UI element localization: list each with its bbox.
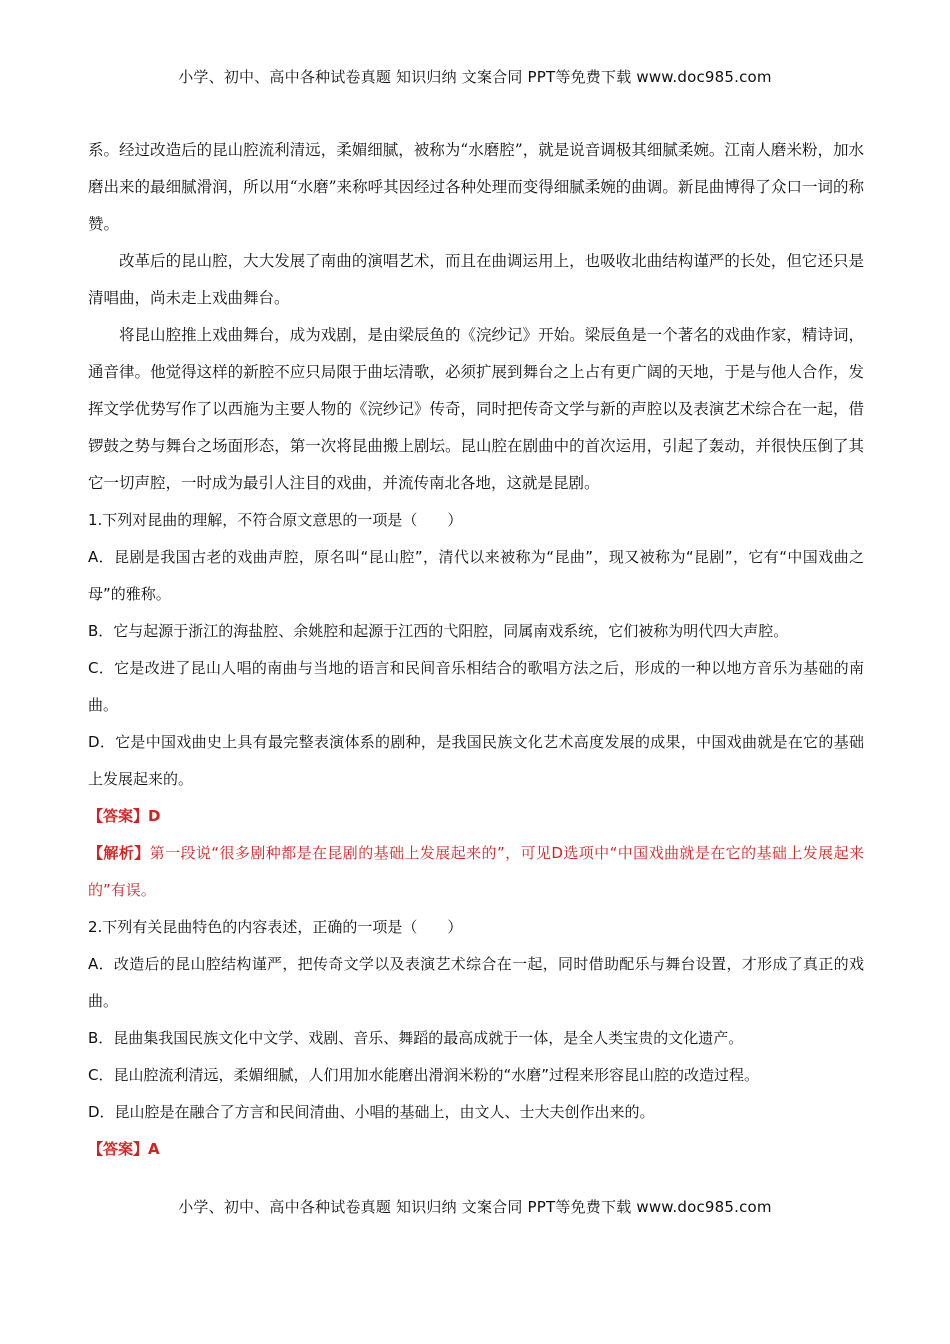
document-content — [88, 132, 864, 1168]
passage-paragraph-3: 将昆山腔推上戏曲舞台，成为戏剧，是由梁辰鱼的《浣纱记》开始。梁辰鱼是一个著名的戏曲作家，精诗词，通音律。他觉得这样的新腔不应只局限于曲坛清歌，必须扩展到舞台之上占有更广阔的天地，于是与他人合作，发挥文学优势写作了以西施为主要人物的《浣纱记》传奇，同时把传奇文学与新的声腔以及表演艺术综合在一起，借锣鼓之势与舞台之场面形态，第一次将昆曲搬上剧坛。昆山腔在剧曲中的首次运用，引起了轰动，并很快压倒了其它一切声腔，一时成为最引人注目的戏曲，并流传南北各地，这就是昆剧。 — [88, 326, 864, 492]
analysis-tag: 【解析】 — [88, 844, 150, 862]
question-1-stem: 1.下列对昆曲的理解，不符合原文意思的一项是（ ） — [88, 511, 463, 529]
question-1-option-d: D．它是中国戏曲史上具有最完整表演体系的剧种，是我国民族文化艺术高度发展的成果，中国戏曲就是在它的基础上发展起来的。 — [88, 733, 864, 788]
question-2-option-a: A．改造后的昆山腔结构谨严，把传奇文学以及表演艺术综合在一起，同时借助配乐与舞台设置，才形成了真正的戏曲。 — [88, 955, 864, 1010]
answer-tag: 【答案】 — [88, 1140, 149, 1158]
question-1-answer — [88, 798, 864, 835]
question-2-option-c: C．昆山腔流利清远，柔媚细腻，人们用加水能磨出滑润米粉的“水磨”过程来形容昆山腔的改造过程。 — [88, 1066, 760, 1084]
answer-value: D — [148, 807, 161, 825]
question-1-analysis — [88, 835, 864, 909]
question-1-option-a: A．昆剧是我国古老的戏曲声腔，原名叫“昆山腔”，清代以来被称为“昆曲”，现又被称为“昆剧”，它有“中国戏曲之母”的雅称。 — [88, 548, 864, 603]
answer-value: A — [148, 1140, 160, 1158]
question-2-option-d: D．昆山腔是在融合了方言和民间清曲、小唱的基础上，由文人、士大夫创作出来的。 — [88, 1103, 655, 1121]
footer-banner: 小学、初中、高中各种试卷真题 知识归纳 文案合同 PPT等免费下载 www.doc985.com — [178, 1198, 772, 1216]
passage-paragraph-1: 系。经过改造后的昆山腔流利清远，柔媚细腻，被称为“水磨腔”，就是说音调极其细腻柔婉。江南人磨米粉，加水磨出来的最细腻滑润，所以用“水磨”来称呼其因经过各种处理而变得细腻柔婉的曲调。新昆曲博得了众口一词的称赞。 — [88, 141, 864, 233]
analysis-text: 第一段说“很多剧种都是在昆剧的基础上发展起来的”，可见D选项中“中国戏曲就是在它的基础上发展起来的”有误。 — [88, 844, 864, 899]
question-2-option-b: B．昆曲集我国民族文化中文学、戏剧、音乐、舞蹈的最高成就于一体，是全人类宝贵的文化遗产。 — [88, 1029, 744, 1047]
passage-paragraph-2: 改革后的昆山腔，大大发展了南曲的演唱艺术，而且在曲调运用上，也吸收北曲结构谨严的长处，但它还只是清唱曲，尚未走上戏曲舞台。 — [88, 252, 864, 307]
answer-tag: 【答案】 — [88, 807, 149, 825]
question-1-option-b: B．它与起源于浙江的海盐腔、余姚腔和起源于江西的弋阳腔，同属南戏系统，它们被称为明代四大声腔。 — [88, 622, 789, 640]
header-banner: 小学、初中、高中各种试卷真题 知识归纳 文案合同 PPT等免费下载 www.doc985.com — [178, 68, 772, 86]
question-2-answer — [88, 1131, 864, 1168]
question-2-stem: 2.下列有关昆曲特色的内容表述，正确的一项是（ ） — [88, 918, 463, 936]
question-1-option-c: C．它是改进了昆山人唱的南曲与当地的语言和民间音乐相结合的歌唱方法之后，形成的一种以地方音乐为基础的南曲。 — [88, 659, 864, 714]
